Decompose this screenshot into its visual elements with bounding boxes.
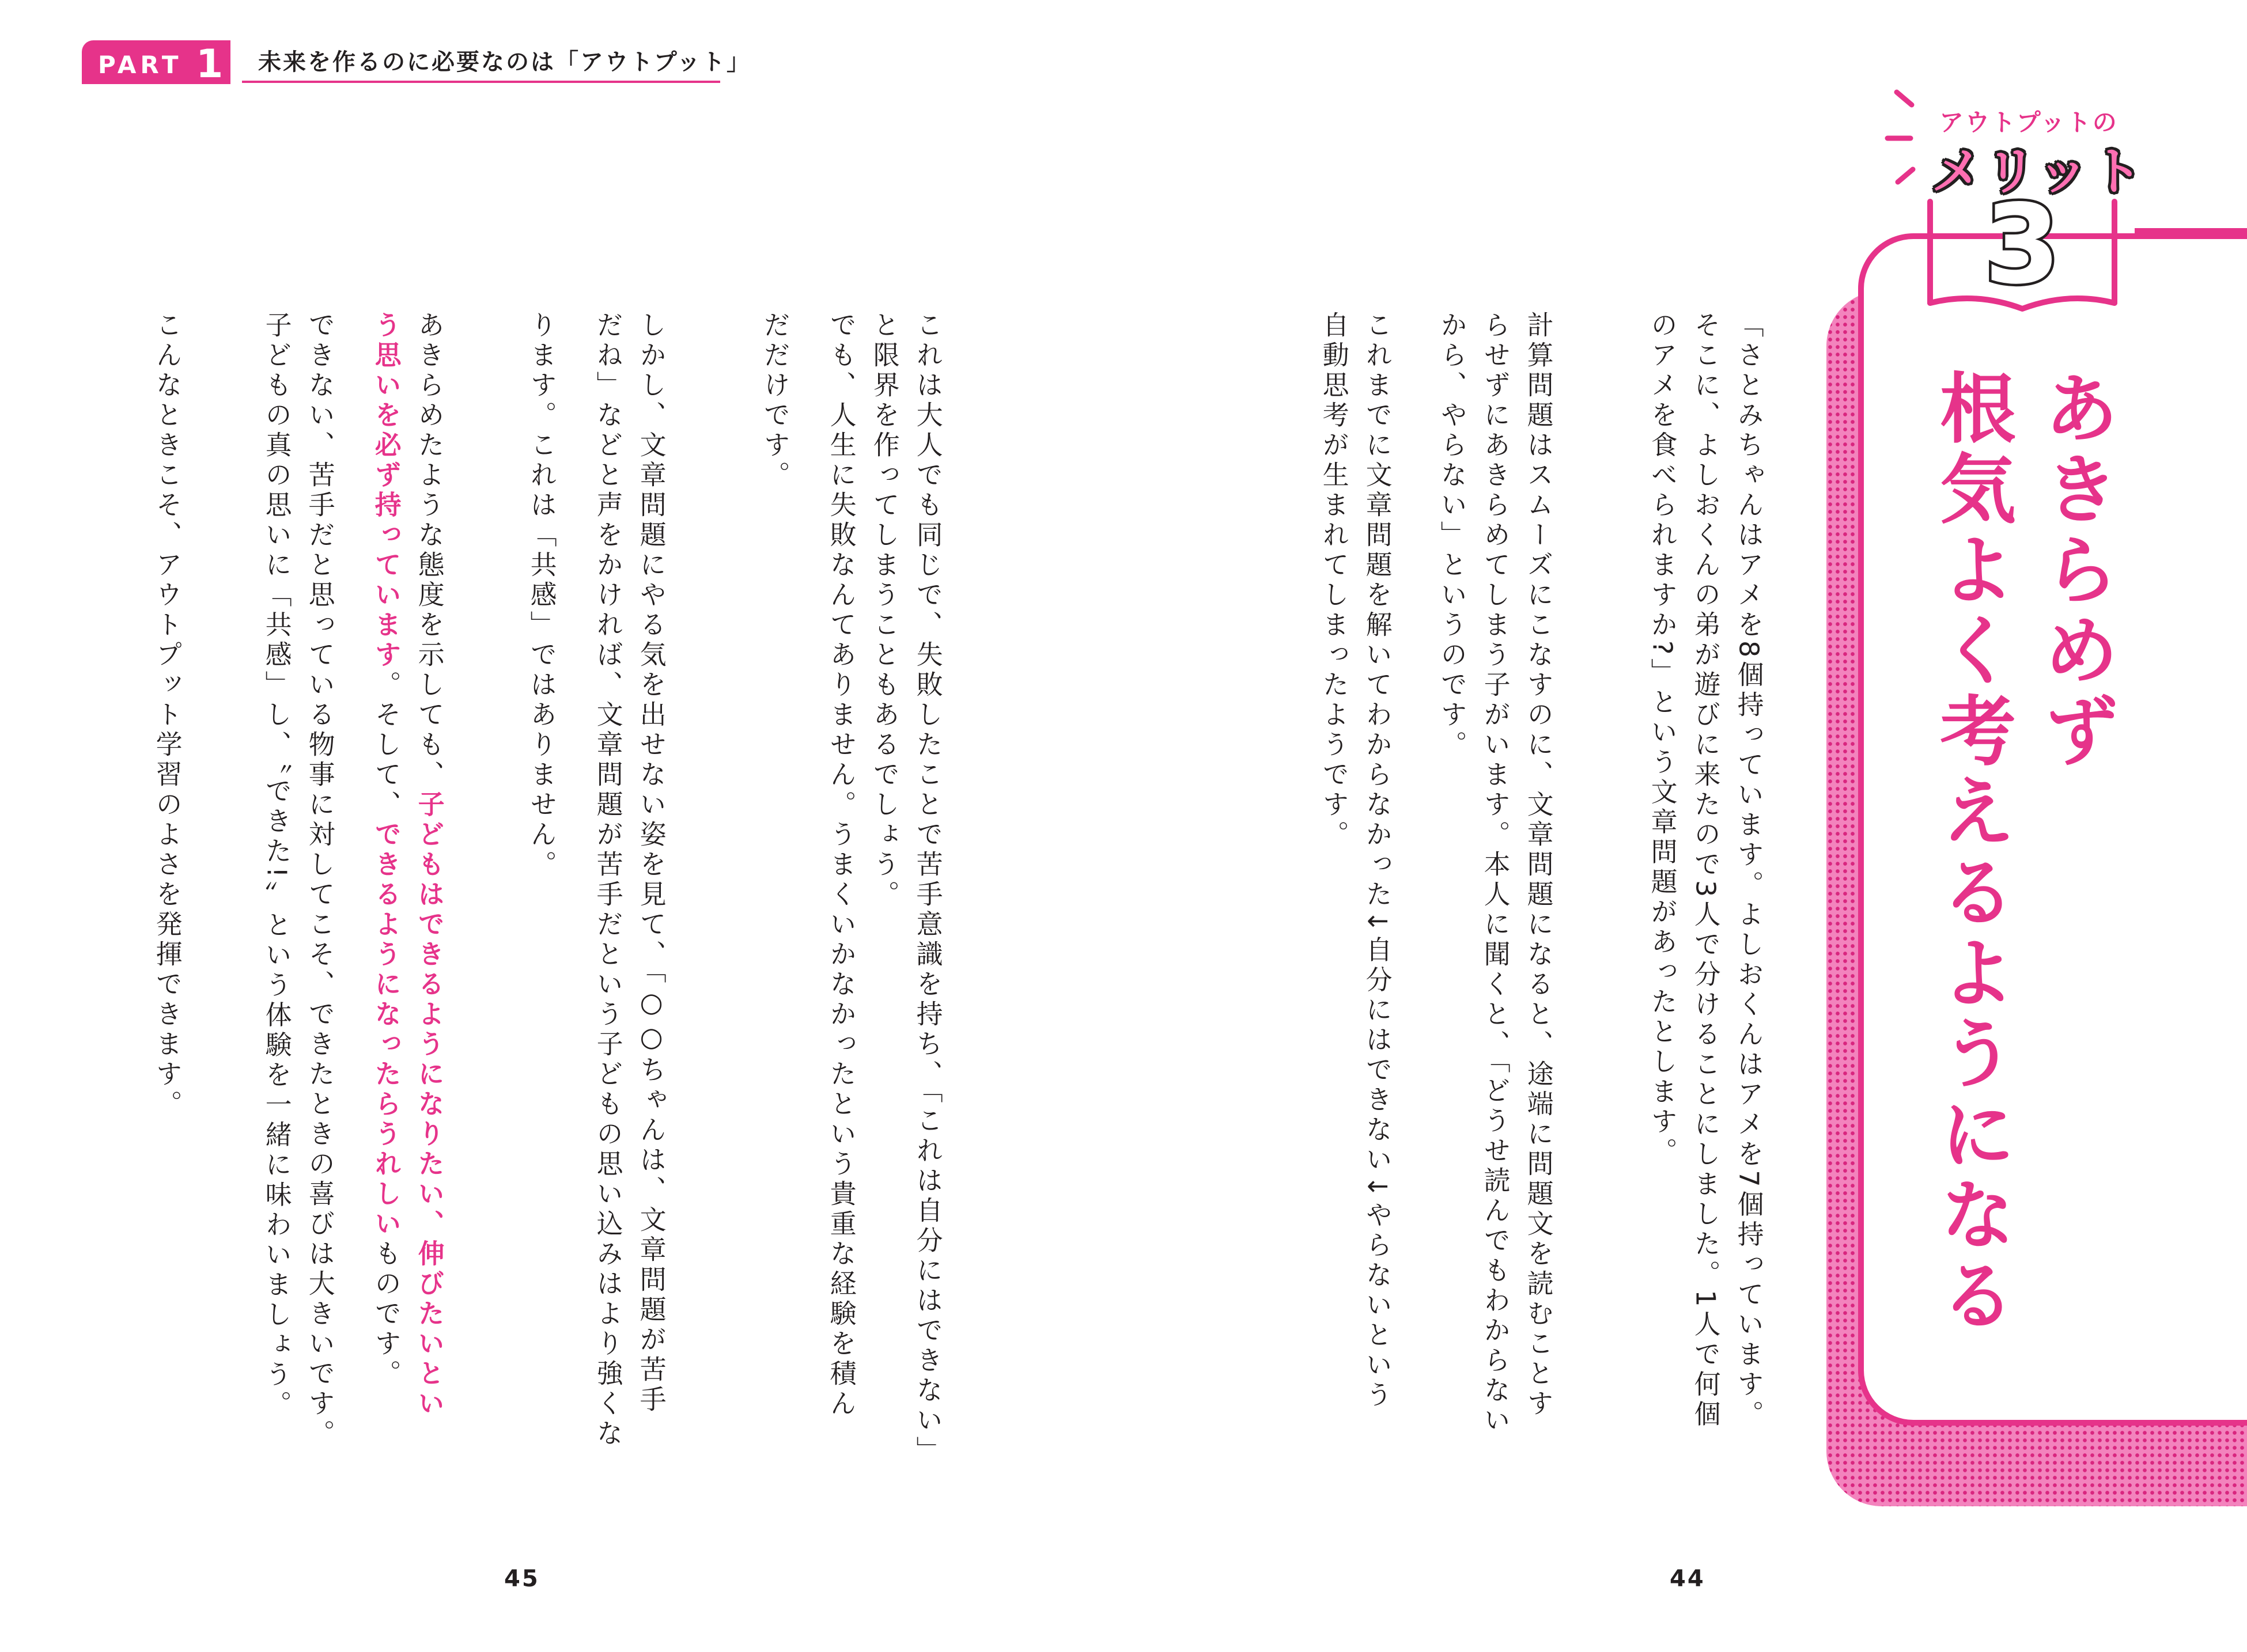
chapter-underline: [242, 81, 720, 83]
body-line: から、やらない」というのです。: [1436, 311, 1468, 760]
body-text: 。そして、: [370, 670, 402, 820]
highlight-text: う思いを必ず持っています: [370, 311, 402, 670]
merit-number: 3: [1984, 190, 2061, 308]
body-line: だね」などと声をかければ、文章問題が苦手だという子どもの思い込みはより強くな: [592, 311, 624, 1449]
chapter-title: 未来を作るのに必要なのは「アウトプット」: [258, 49, 751, 75]
body-line: ります。これは「共感」ではありません。: [526, 311, 558, 880]
body-line: [415, 311, 444, 1419]
body-line: 計算問題はスムーズにこなすのに、文章問題になると、途端に問題文を読むことす: [1523, 311, 1554, 1419]
merit-label-small: アウトプットの: [1939, 108, 2119, 137]
body-text: ものです。: [370, 1240, 402, 1389]
body-line: これは大人でも同じで、失敗したことで苦手意識を持ち、「これは自分にはできない」: [912, 311, 944, 1466]
title-line-1: あきらめず: [2030, 369, 2119, 772]
page-number-left: 45: [504, 1566, 540, 1592]
body-line: そこに、よしおくんの弟が遊びに来たので3人で分けることにしました。1人で何個: [1690, 311, 1722, 1430]
highlight-text: 子どもはできるようになりたい、伸びたいとい: [414, 790, 445, 1419]
body-line: らせずにあきらめてしまう子がいます。本人に聞くと、「どうせ読んでもわからない: [1480, 311, 1511, 1436]
title-line-2: 根気よく考えるようになる: [1927, 369, 2015, 1336]
highlight-text: できるようになったらうれしい: [370, 820, 402, 1240]
body-line: 「さとみちゃんはアメを8個持っています。よしおくんはアメを7個持っています。: [1733, 311, 1765, 1430]
merit-number-badge: [1919, 190, 2138, 323]
part-label: PART: [98, 51, 183, 79]
body-line: 自動思考が生まれてしまったようです。: [1318, 311, 1350, 850]
part-tag: [82, 40, 230, 87]
body-line: だだけです。: [759, 311, 791, 491]
body-line: こんなときこそ、アウトプット学習のよさを発揮できます。: [152, 311, 183, 1120]
sparkle-lines-icon: [1867, 81, 1942, 196]
body-line: しかし、文章問題にやる気を出せない姿を見て、「○○ちゃんは、文章問題が苦手: [635, 311, 667, 1415]
part-number: 1: [196, 41, 224, 87]
body-line: と限界を作ってしまうこともあるでしょう。: [869, 311, 901, 910]
merit-label-big: メリット: [1931, 142, 2146, 201]
body-line: 子どもの真の思いに「共感」し、〝できた!〟という体験を一緒に味わいましょう。: [261, 311, 293, 1420]
body-text: あきらめたような態度を示しても、: [414, 311, 445, 790]
body-line: のアメを食べられますか?」という文章問題があったとします。: [1647, 311, 1678, 1168]
panel-top-line: [2135, 228, 2247, 234]
page-number-right: 44: [1670, 1566, 1705, 1592]
body-line: できない、苦手だと思っている物事に対してこそ、できたときの喜びは大きいです。: [304, 311, 336, 1449]
body-line: でも、人生に失敗なんてありません。うまくいかなかったという貴重な経験を積ん: [826, 311, 857, 1419]
body-line: これまでに文章問題を解いてわからなかった↓自分にはできない↓やらないという: [1361, 311, 1393, 1411]
body-line: [372, 311, 401, 1389]
